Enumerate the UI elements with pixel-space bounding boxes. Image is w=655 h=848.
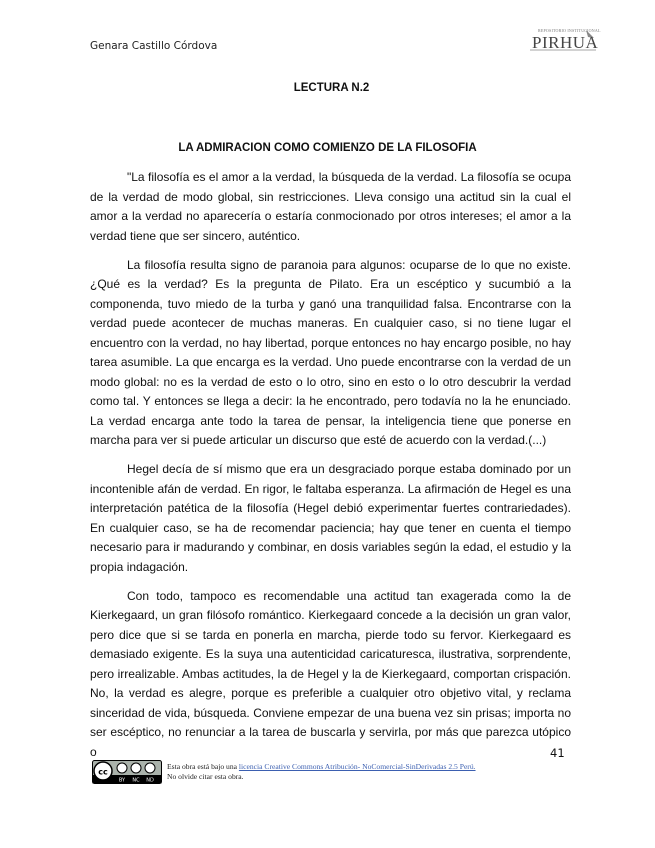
logo-name: PIRHUA [532,33,599,52]
page-title: LA ADMIRACION COMO COMIENZO DE LA FILOSOFIA [178,142,477,154]
citation-reminder: No olvide citar esta obra. [167,772,244,781]
page-number: 41 [550,746,565,760]
paragraph: Hegel decía de sí mismo que era un desgraciado porque estaba dominado por un incontenible afán de verdad. En rigor, le faltaba esperanza. La afirmación de Hegel es una interpretación patética de la filosofía (Hegel debió experimentar fuertes contrariedades). En cualquier caso, se ha de recomendar paciencia; hay que tener en cuenta el tiempo necesario para ir madurando y combinar, en dosis variables según la edad, el estudio y la propia indagación. [90,462,571,574]
license-line [167,762,587,772]
header-author: Genara Castillo Córdova [90,40,218,52]
creative-commons-badge-icon[interactable] [92,760,162,784]
paragraph: Con todo, tampoco es recomendable una actitud tan exagerada como la de Kierkegaard, un gran filósofo romántico. Kierkegaard concede a la decisión un gran valor, pero dice que si se tarda en ponerla en marcha, pierde todo su fervor. Kierkegaard es demasiado exigente. Es la suya una autenticidad caricaturesca, ilustrativa, sorprendente, pero irrealizable. Ambas actitudes, la de Hegel y la de Kierkegaard, comportan crispación. No, la verdad es alegre, porque es preferible a cualquier otro objetivo vital, y reclama sinceridad de vida, búsqueda. Conviene empezar de una buena vez sin prisas; importa no ser escéptico, no renunciar a la tarea de buscarla y servirla, por más que parezca utópico o [90,588,571,759]
body-text [90,168,571,772]
license-link[interactable]: licencia Creative Commons Atribución- NoComercial-SinDerivadas 2.5 Perú. [238,762,476,771]
license-footer [167,762,587,782]
logo-tagline: REPOSITORIO INSTITUCIONAL [538,28,601,33]
svg-text:cc: cc [98,767,108,777]
paragraph: La filosofía resulta signo de paranoia para algunos: ocuparse de lo que no existe. ¿Qué es la verdad? Es la pregunta de Pilato. Era un escéptico y sucumbió a la componenda, tuvo miedo de la turba y ganó una tranquilidad falsa. Encontrarse con la verdad puede acontecer de muchas maneras. En cualquier caso, si no tiene lugar el encuentro con la verdad, no hay libertad, porque entonces no hay encargo posible, no hay tarea asumible. La que encarga es la verdad. Uno puede encontrarse con la verdad de un modo global: no es la verdad de esto o lo otro, sino en esto o lo otro descubrir la verdad como tal. Y entonces se llega a decir: la he encontrado, pero todavía no la he enunciado. La verdad encarga ante todo la tarea de pensar, la inteligencia tiene que ponerse en marcha para ver si puede articular un discurso que esté de acuerdo con la verdad.(...) [90,257,571,447]
license-prefix: Esta obra está bajo una [167,762,238,771]
svg-text:NC: NC [132,777,140,784]
svg-text:BY: BY [118,777,126,784]
paragraph: "La filosofía es el amor a la verdad, la búsqueda de la verdad. La filosofía se ocupa de la verdad de modo global, sin restricciones. Lleva consigo una actitud sin la cual el amor a la verdad no aparecería o estaría conmocionado por otros intereses; el amor a la verdad tiene que ser sincero, auténtico. [90,170,571,243]
lectura-heading: LECTURA N.2 [293,82,370,94]
svg-text:ND: ND [146,777,154,784]
